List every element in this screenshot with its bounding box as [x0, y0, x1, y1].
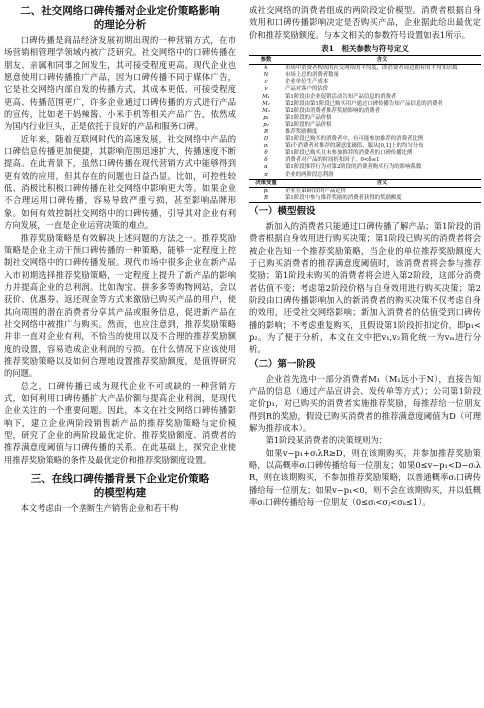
paragraph: 总之，口碑传播已成为现代企业不可或缺的一种营销方式，如何利用口碑传播扩大产品价额与提高企业利润，是现代企业关注的一个重要问题。因此，本文在社交网络口碑传播影响下，建立企业两阶段销售新产品的推荐奖励策略与定价模型，研究了企业的两阶段最优定价、推荐奖励额度、消费者的推荐满意度阈值与口碑传播的关系。在此基础上，探究企业使用推荐奖励策略的条件及最优定价和推荐奖励额度设置。: [4, 380, 236, 465]
paragraph: 第1阶段某消费者的决策规则为：: [265, 435, 388, 446]
table-symbol-cell: M₁: [262, 93, 270, 100]
section-2-title-line-2: 的理论分析: [93, 19, 147, 31]
table-symbol-cell: N: [263, 72, 269, 79]
table-subheader-cell: 含义: [283, 179, 481, 187]
table-meaning-cell: 第1阶段中参与推荐奖励的消费者获得的奖励额度: [285, 194, 402, 201]
paragraph: 成社交网络的消费者组成的两阶段定价模型。消费者根据自身效用和口碑传播影响决定是否购买产品，企业据此给出最优定价和推荐奖励额度。与本文相关的参数符号设置如表1所示。: [249, 5, 481, 40]
table-symbol-cell: M₂: [262, 100, 270, 107]
table-meaning-cell: 第1阶段推荐行为对第2阶段的消费者购买行为的影响系数: [285, 164, 422, 171]
table-caption: 表1 相关参数与符号定义: [321, 44, 409, 54]
table-row: [249, 172, 481, 180]
table-meaning-cell: 消费者对产品的时间折扣因子，0<δ≤1: [285, 157, 380, 164]
table-symbol-cell: M₃: [262, 107, 270, 114]
left-column: [4, 4, 236, 514]
section-2-title: [4, 4, 236, 32]
paragraph: 近年来，随着互联网时代的高速发展，社交网络中产品的口碑信息传播更加便捷，其影响范围迅速扩大，传播速度不断提高。在此背景下，虽然口碑传播在现代营销方式中能够得到更有效的应用，但其存在的问题也日益凸显。比如，可控性较低、消极比积极口碑传播在社交网络中影响更大等。如果企业不合理运用口碑传播，容易导致严重亏损，甚至影响品牌形象。如何有效控制社交网络中的口碑传播，引导其对企业有利方向发展，一直是企业运营决策的难点。: [4, 133, 236, 231]
table-row: [249, 115, 481, 122]
table-subheader-cell: 决策变量: [249, 179, 283, 187]
table-symbol-cell: pᵢ: [263, 187, 269, 194]
table-row: [249, 72, 481, 79]
table-meaning-cell: 第1阶段由企业促销活动告知产品信息的消费者: [285, 93, 397, 100]
section-3-title: [4, 472, 236, 500]
table-meaning-cell: 企业在第i阶段的产品定价: [285, 187, 347, 194]
table-row: [249, 164, 481, 171]
table-meaning-cell: 第2阶段由消费者推荐奖励影响的消费者: [285, 107, 381, 114]
table-meaning-cell: 推荐奖励额度: [285, 128, 318, 135]
table-meaning-cell: 市场中消费者构成的社交网络的平均度，即消费者周边拥有的平均邻居数: [285, 65, 458, 72]
table-meaning-cell: 第1阶段已购买且未参加推荐的消费者的口碑传播比例: [285, 150, 413, 157]
table-meaning-cell: 企业的两阶段总利润: [285, 171, 334, 178]
table-row: [249, 94, 481, 101]
table-symbol-cell: v: [264, 86, 268, 93]
table-row: [249, 79, 481, 86]
paragraph: 本文考虑由一个垄断生产销售企业和若干构: [20, 503, 179, 514]
table-symbol-cell: δ: [264, 157, 268, 164]
table-header-cell: 含义: [283, 56, 481, 65]
table-symbol-cell: c: [264, 79, 268, 86]
table-symbol-cell: σᵢ: [263, 143, 269, 150]
table-symbol-cell: θ: [264, 150, 268, 157]
table-symbol-cell: p₂: [263, 121, 269, 128]
table-row: [249, 101, 481, 108]
table-meaning-cell: 企业单位生产成本: [285, 79, 329, 86]
table-meaning-cell: 市场上总的消费者数量: [285, 72, 339, 79]
paragraph: 企业首先选中一部分消费者M₁（M₁远小于N），直接告知产品的信息（通过产品宣讲会、发传单等方式）；公司第1阶段定价p₁，对已购买的消费者实施推荐奖励，每推荐给一位朋友得到R的奖励，假设已购买消费者的推荐满意度阈值为D（可理解为推荐成本）。: [249, 373, 481, 434]
section-3-title-line-1: 三、在线口碑传播背景下企业定价策略: [30, 473, 210, 486]
table-subheader-row: [249, 179, 481, 187]
parameter-table: [249, 55, 481, 203]
table-symbol-cell: k: [264, 65, 268, 72]
table-symbol-cell: R: [263, 194, 269, 201]
section-2-title-line-1: 二、社交网络口碑传播对企业定价策略影响: [20, 5, 220, 17]
table-meaning-cell: 第1阶段已购买的消费者中，有可能参加推荐的消费者比例: [285, 136, 424, 143]
table-row: [249, 129, 481, 136]
table-header-cell: 参数: [249, 56, 283, 65]
table-row: [249, 122, 481, 129]
subsection-1-title: （一）模型假设: [249, 205, 316, 217]
paragraph: 新加入的消费者只能通过口碑传播了解产品；第1阶段的消费者根据自身效用进行购买决策；第1阶段已购买的消费者将会被企业告知一个推荐奖励策略，当企业的单位推荐奖励额度大于已购买消费者的推荐满意度阈值时，该消费者将会参与推荐奖励；第1阶段未购买的消费者将会进入第2阶段，这部分消费者估值不变；考虑第2阶段价格与自身效用进行购买决策；第2阶段由口碑传播影响加入的新消费者的购买决策不仅考虑自身的效用，还受社交网络影响；新加入消费者的估值受到口碑传播的影响；不考虑重复购买，且假设第1阶段折扣定价，即p₁<p₂。为了便于分析，本文在文中把v₁,v₂简化统一为vₘ进行分析。: [249, 220, 481, 355]
table-row: [249, 195, 481, 203]
table-row: [249, 65, 481, 73]
paragraph: 口碑传播是商品经济发展初期出现的一种营销方式，在市场营销相管理学领域内被广泛研究。社交网络中的口碑传播在朋友、亲属和同事之间发生，其可接受程度更高。现代企业也愿意使用口碑传播推广产品，因为口碑传播不同于媒体广告，它是社交网络内部自发的传播方式，其成本更低、可接受程度更高、传播范围更广，许多企业通过口碑传播的方式进行产品的宣传，比如老干妈辣酱、小米手机等相关产品广告，依然成为国内行业巨头，正是依托于良好的产品和服务口碑。: [4, 35, 236, 132]
paragraph: 如果v−p₁+σᵢλR≥D，则在该期购买，并参加推荐奖励策略，以高概率σᵢ口碑传播给每一位朋友；如果0≤v−p₁<D−σᵢλR，则在该期购买，不参加推荐奖励策略，以普通概率σᵢ口碑传播给每一位朋友；如果v−p₁<0，则不会在该期购买，并以低概率σᵢ口碑传播给每一位朋友（0≤σᵢ<σⱼ<σₖ≤1）。: [249, 447, 481, 508]
table-meaning-cell: 第i个消费者对推荐的满意度阈值，服从[0,1]上的均匀分布: [285, 143, 424, 150]
subsection-2-title: （二）第一阶段: [249, 358, 316, 370]
table-symbol-cell: D: [263, 136, 269, 143]
table-row: [249, 86, 481, 93]
table-meaning-cell: 第2阶段的产品价格: [285, 121, 332, 128]
paragraph: 推荐奖励策略是有效解决上述问题的方法之一。推荐奖励策略是企业主动干预口碑传播的一种策略，能够一定程度上控制社交网络中的口碑传播发展。现代市场中很多企业在新产品入市初期选择推荐奖励策略，一定程度上提升了新产品的影响力并提高企业的总利润。比如淘宝、拼多多等购物网站，会以获价、优惠券、返还现金等方式来激励已购买产品的用户，使其向周围的潜在消费者分享其产品或服务信息，促进新产品在社交网络中被推广与购买。然而，也应注意到，推荐奖励策略并非一直对企业有利，不恰当的使用以及不合理的推荐奖励额度的设置，容易造成企业利润的亏损。在什么情况下应该使用推荐奖励策略以及如何合理地设置推荐奖励额度，是值得研究的问题。: [4, 232, 236, 379]
table-row: [249, 108, 481, 115]
table-meaning-cell: 产品对客户的估价: [285, 86, 329, 93]
table-row: [249, 187, 481, 195]
table-symbol-cell: R: [263, 128, 269, 135]
right-column: [249, 4, 481, 508]
table-meaning-cell: 第2阶段由第1阶段已购买用户通过口碑传播告知产品信息的消费者: [285, 100, 443, 107]
table-symbol-cell: p₁: [263, 114, 269, 121]
section-3-title-line-2: 的模型构建: [93, 487, 147, 500]
table-symbol-cell: α: [264, 164, 268, 171]
table-symbol-cell: π: [264, 171, 268, 178]
table-meaning-cell: 第1阶段的产品价格: [285, 114, 332, 121]
table-header-row: [249, 56, 481, 65]
